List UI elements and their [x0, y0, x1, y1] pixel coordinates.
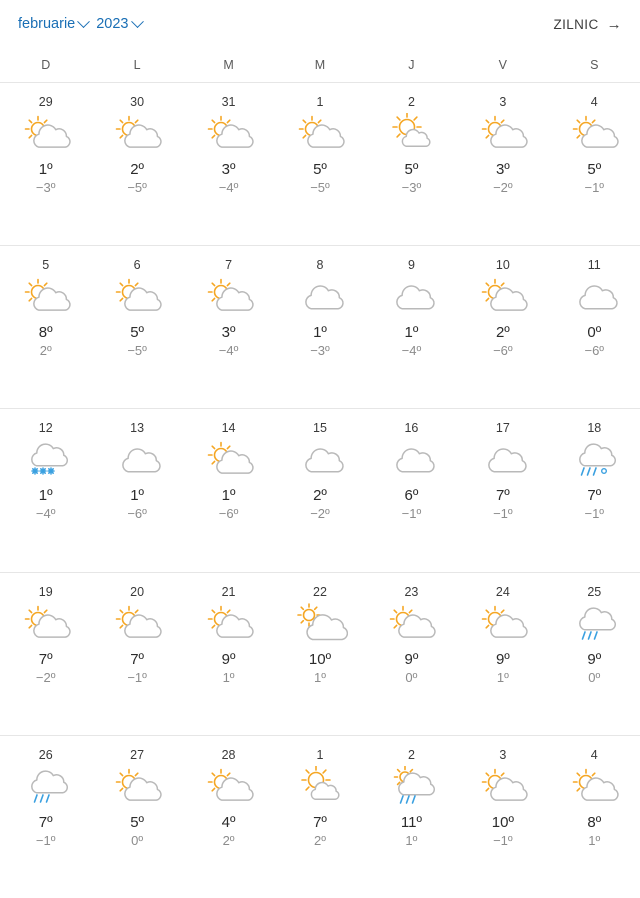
sun-behind-cloud-icon: [475, 766, 531, 810]
sun-behind-cloud-icon: [109, 603, 165, 647]
snow-cloud-icon: [18, 439, 74, 483]
high-temperature: 1º: [38, 161, 53, 178]
sun-behind-cloud-icon: [18, 603, 74, 647]
day-number: 4: [590, 95, 598, 109]
daily-view-button[interactable]: [553, 17, 622, 32]
calendar-day-cell[interactable]: [0, 83, 91, 245]
day-number: 19: [38, 584, 53, 599]
calendar-day-cell[interactable]: [549, 736, 640, 898]
low-temperature: 1º: [496, 669, 509, 685]
calendar-day-cell[interactable]: [183, 83, 274, 245]
low-temperature: −3º: [310, 343, 330, 359]
day-number: 10: [495, 258, 510, 273]
high-temperature: 9º: [221, 650, 236, 668]
calendar-week-row: [0, 735, 640, 898]
low-temperature: −2º: [35, 669, 56, 685]
high-temperature: 5º: [313, 161, 327, 178]
high-temperature: 7º: [495, 487, 510, 505]
calendar-day-cell[interactable]: [366, 573, 457, 735]
calendar-day-cell[interactable]: [183, 573, 274, 735]
calendar-day-cell[interactable]: [457, 83, 548, 245]
day-number: 1: [316, 95, 324, 109]
day-number: 29: [38, 95, 53, 109]
calendar-day-cell[interactable]: [366, 246, 457, 408]
cloud-icon: [383, 276, 439, 320]
calendar-day-cell[interactable]: [0, 409, 91, 571]
low-temperature: 1º: [588, 832, 601, 848]
sun-behind-cloud-icon: [475, 276, 531, 320]
low-temperature: −1º: [493, 832, 513, 848]
high-temperature: 1º: [313, 324, 327, 342]
high-temperature: 9º: [587, 650, 602, 668]
chevron-down-icon: [131, 15, 144, 28]
high-temperature: 1º: [404, 324, 419, 342]
high-temperature: 5º: [130, 813, 145, 831]
day-number: 11: [587, 258, 601, 273]
sun-behind-cloud-icon: [201, 113, 257, 157]
day-number: 31: [221, 95, 236, 109]
low-temperature: −3º: [35, 180, 56, 195]
calendar-day-cell[interactable]: [366, 83, 457, 245]
calendar-day-cell[interactable]: [0, 246, 91, 408]
calendar-day-cell[interactable]: [274, 409, 365, 571]
calendar-week-row: [0, 245, 640, 408]
weekday-label: M: [314, 58, 326, 72]
cloud-icon: [292, 439, 348, 483]
weekday-label: M: [223, 58, 234, 72]
low-temperature: −4º: [218, 343, 239, 359]
low-temperature: −1º: [35, 832, 56, 848]
day-number: 3: [499, 747, 507, 762]
sun-behind-cloud-icon: [292, 113, 348, 157]
calendar-day-cell[interactable]: [366, 409, 457, 571]
day-number: 22: [313, 584, 327, 599]
weekday-label: J: [408, 58, 415, 72]
low-temperature: 1º: [314, 669, 326, 685]
day-number: 5: [42, 258, 50, 273]
high-temperature: 1º: [130, 487, 145, 505]
high-temperature: 9º: [404, 650, 419, 668]
high-temperature: 4º: [221, 813, 236, 831]
calendar-day-cell[interactable]: [549, 246, 640, 408]
low-temperature: −5º: [310, 180, 330, 195]
calendar-day-cell[interactable]: [0, 573, 91, 735]
day-number: 15: [313, 421, 327, 436]
high-temperature: 7º: [38, 813, 53, 831]
sun-behind-cloud-icon: [109, 113, 165, 157]
low-temperature: −5º: [127, 180, 147, 195]
low-temperature: −6º: [584, 343, 605, 359]
high-temperature: 3º: [221, 324, 236, 342]
day-number: 12: [38, 421, 53, 436]
calendar-week-row: [0, 408, 640, 571]
calendar-day-cell[interactable]: [274, 246, 365, 408]
day-number: 6: [133, 258, 141, 273]
cloud-icon: [292, 276, 348, 320]
cloud-icon: [566, 276, 622, 320]
high-temperature: 5º: [587, 161, 602, 178]
high-temperature: 1º: [221, 487, 236, 505]
low-temperature: −4º: [35, 506, 56, 522]
day-number: 4: [590, 747, 598, 762]
day-number: 25: [587, 584, 602, 599]
high-temperature: 11º: [400, 813, 422, 831]
calendar-day-cell[interactable]: [274, 736, 365, 898]
day-number: 8: [316, 258, 324, 273]
low-temperature: −1º: [127, 669, 147, 685]
cloud-icon: [475, 439, 531, 483]
low-temperature: 0º: [131, 832, 144, 848]
month-year-selector[interactable]: [18, 16, 146, 32]
year-label: 2023: [96, 16, 129, 32]
calendar-day-cell[interactable]: [91, 246, 182, 408]
day-number: 14: [221, 421, 236, 436]
high-temperature: 2º: [313, 487, 327, 505]
day-number: 2: [407, 95, 415, 109]
sun-behind-big-cloud-icon: [292, 603, 348, 647]
low-temperature: −1º: [493, 506, 513, 522]
high-temperature: 10º: [308, 650, 332, 668]
calendar-day-cell[interactable]: [366, 736, 457, 898]
low-temperature: 0º: [405, 669, 418, 685]
high-temperature: 7º: [130, 650, 145, 668]
low-temperature: −1º: [401, 506, 422, 522]
sun-behind-cloud-icon: [201, 766, 257, 810]
low-temperature: −3º: [401, 180, 422, 195]
high-temperature: 5º: [130, 324, 145, 342]
low-temperature: 2º: [222, 832, 235, 848]
calendar-day-cell[interactable]: [91, 83, 182, 245]
low-temperature: −2º: [310, 506, 330, 522]
sun-behind-cloud-icon: [18, 276, 74, 320]
low-temperature: 0º: [588, 669, 601, 685]
day-number: 26: [38, 747, 53, 762]
low-temperature: −4º: [401, 343, 422, 359]
day-number: 3: [499, 95, 507, 109]
arrow-right-icon: →: [606, 15, 622, 33]
high-temperature: 0º: [587, 324, 602, 342]
day-number: 18: [587, 421, 602, 436]
sun-behind-cloud-icon: [383, 603, 439, 647]
high-temperature: 6º: [404, 487, 419, 505]
high-temperature: 2º: [130, 161, 145, 178]
day-number: 7: [225, 258, 233, 273]
low-temperature: −6º: [218, 506, 239, 522]
day-number: 24: [495, 584, 510, 599]
high-temperature: 9º: [495, 650, 510, 668]
weekday-label: D: [41, 58, 51, 72]
rain-cloud-icon: [566, 603, 622, 647]
sun-behind-cloud-icon: [566, 113, 622, 157]
high-temperature: 3º: [495, 161, 510, 178]
calendar-day-cell[interactable]: [457, 409, 548, 571]
calendar-week-row: [0, 572, 640, 735]
high-temperature: 7º: [313, 813, 327, 831]
low-temperature: −6º: [493, 343, 513, 359]
day-number: 17: [495, 421, 510, 436]
low-temperature: 1º: [405, 832, 418, 848]
high-temperature: 8º: [38, 324, 53, 342]
sun-behind-small-cloud-icon: [292, 766, 348, 810]
day-number: 20: [130, 584, 145, 599]
weekday-label: S: [590, 58, 599, 72]
high-temperature: 7º: [38, 650, 53, 668]
low-temperature: 2º: [39, 343, 52, 359]
day-number: 1: [316, 747, 324, 762]
day-number: 27: [130, 747, 145, 762]
calendar-day-cell[interactable]: [91, 409, 182, 571]
daily-label: ZILNIC: [553, 16, 599, 32]
low-temperature: −1º: [584, 180, 605, 195]
sun-behind-cloud-icon: [475, 603, 531, 647]
high-temperature: 1º: [38, 487, 53, 505]
calendar-day-cell[interactable]: [91, 573, 182, 735]
sun-behind-cloud-icon: [109, 276, 165, 320]
weekday-label: V: [498, 58, 508, 72]
day-number: 21: [221, 584, 236, 599]
calendar-day-cell[interactable]: [274, 573, 365, 735]
chevron-down-icon: [77, 15, 90, 28]
rain-snow-cloud-icon: [566, 439, 622, 483]
rain-cloud-sun-icon: [383, 766, 439, 810]
sun-behind-cloud-icon: [566, 766, 622, 810]
high-temperature: 5º: [404, 161, 419, 178]
sun-behind-cloud-icon: [475, 113, 531, 157]
calendar-day-cell[interactable]: [457, 736, 548, 898]
calendar-day-cell[interactable]: [183, 409, 274, 571]
weekday-header-row: [0, 48, 640, 82]
calendar-day-cell[interactable]: [457, 246, 548, 408]
sun-behind-cloud-icon: [201, 276, 257, 320]
month-label: februarie: [18, 16, 76, 32]
low-temperature: 1º: [222, 669, 235, 685]
app-header: [0, 0, 640, 48]
high-temperature: 7º: [587, 487, 602, 505]
rain-cloud-icon: [18, 766, 74, 810]
day-number: 23: [404, 584, 419, 599]
day-number: 30: [130, 95, 145, 109]
calendar-day-cell[interactable]: [457, 573, 548, 735]
sun-behind-small-cloud-icon: [383, 113, 439, 157]
day-number: 13: [130, 421, 145, 436]
sun-behind-cloud-icon: [201, 439, 257, 483]
day-number: 16: [404, 421, 419, 436]
low-temperature: −1º: [584, 506, 605, 522]
day-number: 28: [221, 747, 236, 762]
calendar-day-cell[interactable]: [91, 736, 182, 898]
low-temperature: −6º: [127, 506, 147, 522]
cloud-icon: [383, 439, 439, 483]
calendar-day-cell[interactable]: [549, 573, 640, 735]
cloud-icon: [109, 439, 165, 483]
high-temperature: 8º: [587, 813, 602, 831]
low-temperature: −4º: [218, 180, 239, 195]
day-number: 2: [407, 747, 415, 762]
sun-behind-cloud-icon: [18, 113, 74, 157]
day-number: 9: [407, 258, 415, 273]
high-temperature: 3º: [221, 161, 236, 178]
calendar-week-row: [0, 82, 640, 245]
low-temperature: −2º: [493, 180, 513, 195]
calendar-day-cell[interactable]: [274, 83, 365, 245]
low-temperature: −5º: [127, 343, 147, 359]
sun-behind-cloud-icon: [201, 603, 257, 647]
calendar-day-cell[interactable]: [0, 736, 91, 898]
weekday-label: L: [133, 58, 141, 72]
calendar-day-cell[interactable]: [549, 409, 640, 571]
low-temperature: 2º: [314, 832, 326, 848]
calendar-day-cell[interactable]: [183, 736, 274, 898]
calendar-day-cell[interactable]: [183, 246, 274, 408]
high-temperature: 10º: [491, 813, 514, 831]
calendar-grid: [0, 82, 640, 898]
calendar-day-cell[interactable]: [549, 83, 640, 245]
high-temperature: 2º: [495, 324, 510, 342]
sun-behind-cloud-icon: [109, 766, 165, 810]
